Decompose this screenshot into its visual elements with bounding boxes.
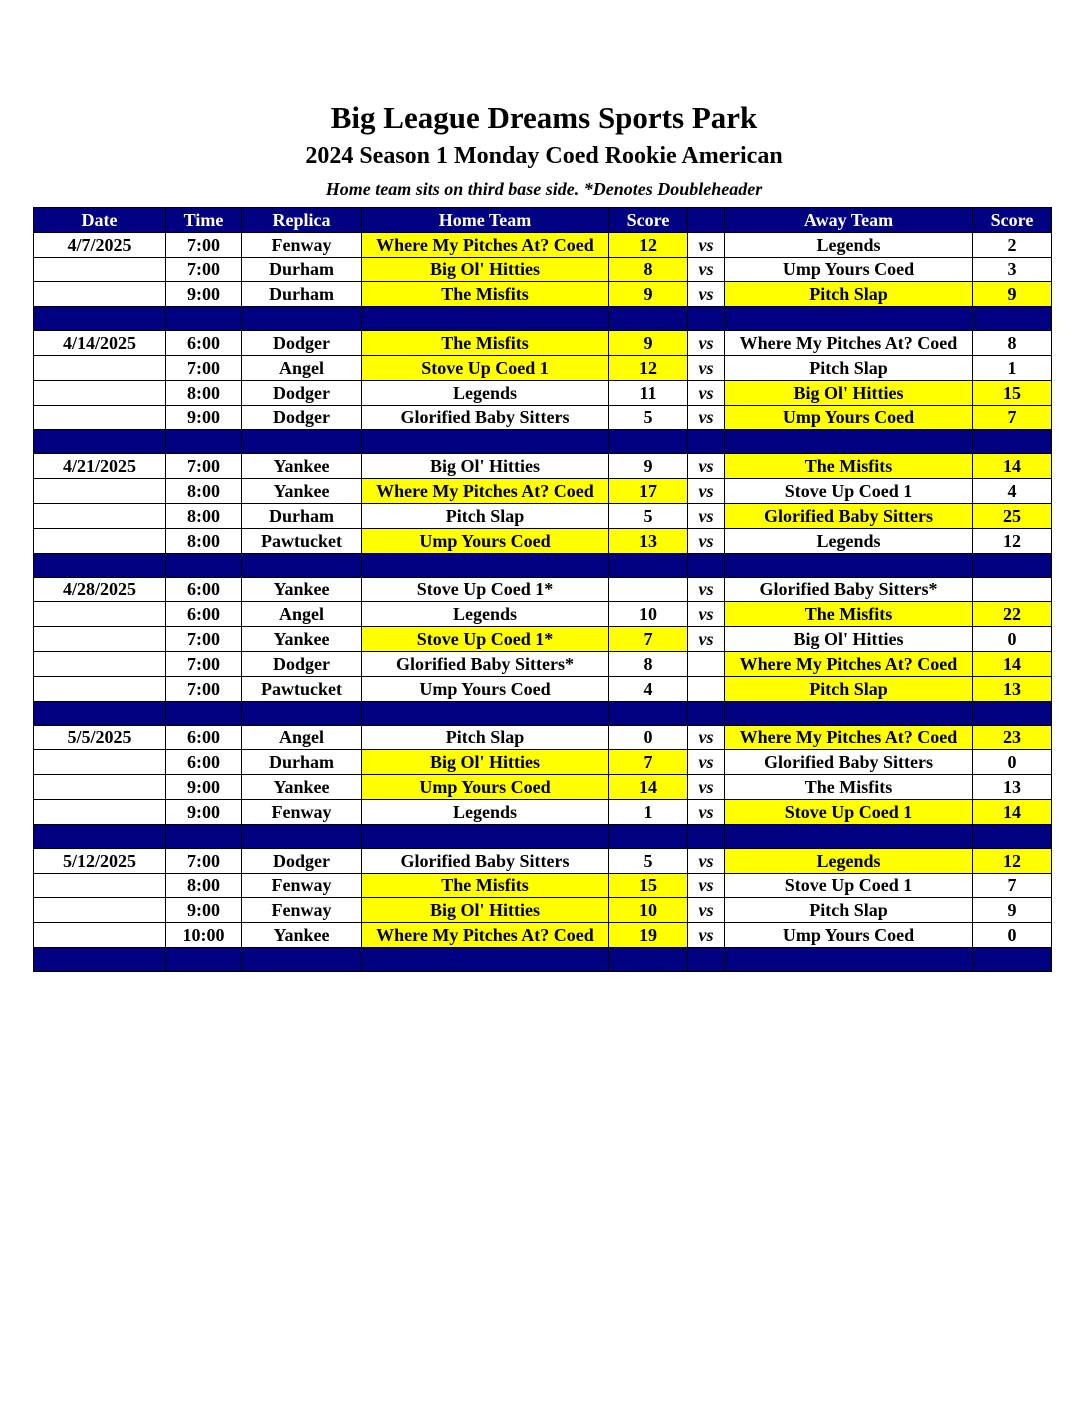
vs-cell: vs (688, 725, 725, 750)
separator-cell (166, 947, 242, 971)
time-cell: 7:00 (166, 355, 242, 380)
home-team-cell: The Misfits (362, 282, 609, 307)
home-score-cell: 12 (609, 355, 688, 380)
table-row (34, 232, 1052, 257)
home-team-cell: Big Ol' Hitties (362, 898, 609, 923)
away-score-cell: 12 (973, 848, 1052, 873)
replica-cell: Durham (242, 503, 362, 528)
schedule-table (33, 207, 1052, 972)
home-team-cell: Stove Up Coed 1* (362, 577, 609, 602)
date-cell: 4/14/2025 (34, 331, 166, 356)
date-cell: 4/7/2025 (34, 232, 166, 257)
away-team-cell: Glorified Baby Sitters (725, 503, 973, 528)
table-row (34, 380, 1052, 405)
replica-cell: Fenway (242, 898, 362, 923)
table-row (34, 257, 1052, 282)
home-score-cell: 17 (609, 479, 688, 504)
away-team-cell: Pitch Slap (725, 282, 973, 307)
table-row (34, 331, 1052, 356)
away-team-cell: Big Ol' Hitties (725, 380, 973, 405)
col-header-time: Time (166, 208, 242, 233)
table-row (34, 355, 1052, 380)
date-cell (34, 380, 166, 405)
home-team-cell: Big Ol' Hitties (362, 750, 609, 775)
separator-cell (166, 553, 242, 577)
separator-cell (688, 430, 725, 454)
date-cell (34, 405, 166, 430)
home-team-cell: Glorified Baby Sitters* (362, 651, 609, 676)
home-score-cell: 0 (609, 725, 688, 750)
separator-cell (609, 824, 688, 848)
away-score-cell: 3 (973, 257, 1052, 282)
time-cell: 7:00 (166, 627, 242, 652)
vs-cell (688, 651, 725, 676)
home-team-cell: Where My Pitches At? Coed (362, 923, 609, 948)
replica-cell: Fenway (242, 799, 362, 824)
separator-cell (725, 553, 973, 577)
away-score-cell: 25 (973, 503, 1052, 528)
replica-cell: Pawtucket (242, 528, 362, 553)
away-score-cell: 13 (973, 676, 1052, 701)
replica-cell: Fenway (242, 873, 362, 898)
separator-cell (973, 430, 1052, 454)
separator-cell (34, 307, 166, 331)
away-team-cell: Ump Yours Coed (725, 405, 973, 430)
vs-cell: vs (688, 257, 725, 282)
separator-cell (362, 824, 609, 848)
time-cell: 9:00 (166, 282, 242, 307)
vs-cell: vs (688, 232, 725, 257)
separator-cell (688, 553, 725, 577)
away-score-cell: 1 (973, 355, 1052, 380)
vs-cell: vs (688, 799, 725, 824)
table-row (34, 627, 1052, 652)
away-team-cell: The Misfits (725, 454, 973, 479)
vs-cell: vs (688, 405, 725, 430)
vs-cell: vs (688, 602, 725, 627)
vs-cell: vs (688, 775, 725, 800)
week-separator-row (34, 307, 1052, 331)
col-header-away-score: Score (973, 208, 1052, 233)
replica-cell: Yankee (242, 454, 362, 479)
replica-cell: Yankee (242, 775, 362, 800)
separator-cell (688, 824, 725, 848)
away-team-cell: Stove Up Coed 1 (725, 479, 973, 504)
vs-cell: vs (688, 380, 725, 405)
home-score-cell: 8 (609, 257, 688, 282)
separator-cell (725, 430, 973, 454)
away-score-cell: 13 (973, 775, 1052, 800)
away-score-cell (973, 577, 1052, 602)
time-cell: 6:00 (166, 331, 242, 356)
vs-cell: vs (688, 923, 725, 948)
away-team-cell: Where My Pitches At? Coed (725, 651, 973, 676)
time-cell: 8:00 (166, 380, 242, 405)
replica-cell: Yankee (242, 627, 362, 652)
away-team-cell: Stove Up Coed 1 (725, 873, 973, 898)
vs-cell: vs (688, 750, 725, 775)
time-cell: 8:00 (166, 503, 242, 528)
separator-cell (34, 701, 166, 725)
replica-cell: Dodger (242, 380, 362, 405)
replica-cell: Pawtucket (242, 676, 362, 701)
home-score-cell: 10 (609, 602, 688, 627)
table-row (34, 799, 1052, 824)
vs-cell: vs (688, 503, 725, 528)
week-separator-row (34, 824, 1052, 848)
date-cell (34, 898, 166, 923)
separator-cell (166, 701, 242, 725)
separator-cell (688, 307, 725, 331)
date-cell (34, 503, 166, 528)
separator-cell (973, 701, 1052, 725)
time-cell: 7:00 (166, 676, 242, 701)
separator-cell (725, 947, 973, 971)
vs-cell: vs (688, 848, 725, 873)
col-header-date: Date (34, 208, 166, 233)
replica-cell: Yankee (242, 923, 362, 948)
home-team-cell: Glorified Baby Sitters (362, 405, 609, 430)
separator-cell (362, 553, 609, 577)
home-team-cell: Big Ol' Hitties (362, 257, 609, 282)
page-title: Big League Dreams Sports Park (330, 100, 758, 135)
time-cell: 6:00 (166, 750, 242, 775)
separator-cell (725, 824, 973, 848)
time-cell: 9:00 (166, 898, 242, 923)
table-row (34, 750, 1052, 775)
time-cell: 7:00 (166, 454, 242, 479)
home-team-cell: Ump Yours Coed (362, 775, 609, 800)
time-cell: 8:00 (166, 479, 242, 504)
table-row (34, 577, 1052, 602)
away-team-cell: Pitch Slap (725, 676, 973, 701)
vs-cell: vs (688, 479, 725, 504)
separator-cell (34, 430, 166, 454)
date-cell (34, 775, 166, 800)
col-header-replica: Replica (242, 208, 362, 233)
week-separator-row (34, 430, 1052, 454)
table-row (34, 923, 1052, 948)
home-team-cell: Big Ol' Hitties (362, 454, 609, 479)
home-team-cell: Legends (362, 799, 609, 824)
col-header-away-team: Away Team (725, 208, 973, 233)
col-header-vs (688, 208, 725, 233)
time-cell: 7:00 (166, 848, 242, 873)
home-team-cell: The Misfits (362, 331, 609, 356)
end-separator-row (34, 947, 1052, 971)
home-score-cell (609, 577, 688, 602)
away-score-cell: 7 (973, 873, 1052, 898)
table-row (34, 405, 1052, 430)
away-team-cell: Legends (725, 848, 973, 873)
table-row (34, 651, 1052, 676)
time-cell: 6:00 (166, 725, 242, 750)
separator-cell (973, 824, 1052, 848)
table-row (34, 725, 1052, 750)
date-cell (34, 676, 166, 701)
col-header-home-score: Score (609, 208, 688, 233)
separator-cell (725, 307, 973, 331)
replica-cell: Yankee (242, 479, 362, 504)
home-score-cell: 7 (609, 627, 688, 652)
date-cell: 4/21/2025 (34, 454, 166, 479)
away-team-cell: Big Ol' Hitties (725, 627, 973, 652)
time-cell: 7:00 (166, 232, 242, 257)
time-cell: 6:00 (166, 602, 242, 627)
away-score-cell: 14 (973, 651, 1052, 676)
away-score-cell: 8 (973, 331, 1052, 356)
vs-cell: vs (688, 577, 725, 602)
time-cell: 9:00 (166, 405, 242, 430)
home-score-cell: 12 (609, 232, 688, 257)
separator-cell (242, 553, 362, 577)
date-cell: 4/28/2025 (34, 577, 166, 602)
home-score-cell: 5 (609, 848, 688, 873)
time-cell: 9:00 (166, 799, 242, 824)
separator-cell (609, 553, 688, 577)
separator-cell (362, 430, 609, 454)
replica-cell: Fenway (242, 232, 362, 257)
away-team-cell: Where My Pitches At? Coed (725, 725, 973, 750)
vs-cell: vs (688, 528, 725, 553)
vs-cell: vs (688, 355, 725, 380)
replica-cell: Angel (242, 602, 362, 627)
replica-cell: Durham (242, 282, 362, 307)
schedule-note: Home team sits on third base side. *Denotes Doubleheader (325, 179, 763, 199)
replica-cell: Dodger (242, 331, 362, 356)
week-separator-row (34, 553, 1052, 577)
home-score-cell: 9 (609, 454, 688, 479)
home-team-cell: Stove Up Coed 1 (362, 355, 609, 380)
away-team-cell: Pitch Slap (725, 355, 973, 380)
replica-cell: Dodger (242, 848, 362, 873)
separator-cell (242, 307, 362, 331)
separator-cell (34, 824, 166, 848)
away-team-cell: Ump Yours Coed (725, 923, 973, 948)
separator-cell (609, 307, 688, 331)
separator-cell (973, 307, 1052, 331)
time-cell: 10:00 (166, 923, 242, 948)
home-score-cell: 5 (609, 405, 688, 430)
replica-cell: Yankee (242, 577, 362, 602)
date-cell (34, 923, 166, 948)
vs-cell (688, 676, 725, 701)
separator-cell (34, 553, 166, 577)
separator-cell (609, 947, 688, 971)
vs-cell: vs (688, 454, 725, 479)
home-team-cell: Stove Up Coed 1* (362, 627, 609, 652)
vs-cell: vs (688, 873, 725, 898)
separator-cell (609, 430, 688, 454)
vs-cell: vs (688, 898, 725, 923)
week-separator-row (34, 701, 1052, 725)
time-cell: 7:00 (166, 651, 242, 676)
away-team-cell: The Misfits (725, 775, 973, 800)
home-team-cell: Legends (362, 602, 609, 627)
home-score-cell: 8 (609, 651, 688, 676)
separator-cell (166, 307, 242, 331)
separator-cell (242, 430, 362, 454)
home-score-cell: 11 (609, 380, 688, 405)
table-row (34, 602, 1052, 627)
replica-cell: Durham (242, 257, 362, 282)
separator-cell (242, 701, 362, 725)
home-score-cell: 1 (609, 799, 688, 824)
home-team-cell: Where My Pitches At? Coed (362, 232, 609, 257)
date-cell (34, 750, 166, 775)
league-subtitle: 2024 Season 1 Monday Coed Rookie American (305, 143, 783, 169)
time-cell: 8:00 (166, 528, 242, 553)
separator-cell (362, 947, 609, 971)
home-team-cell: Ump Yours Coed (362, 528, 609, 553)
away-team-cell: The Misfits (725, 602, 973, 627)
date-cell: 5/12/2025 (34, 848, 166, 873)
date-cell (34, 282, 166, 307)
away-score-cell: 12 (973, 528, 1052, 553)
away-score-cell: 9 (973, 282, 1052, 307)
schedule-body (34, 232, 1052, 971)
away-team-cell: Glorified Baby Sitters (725, 750, 973, 775)
away-score-cell: 2 (973, 232, 1052, 257)
away-score-cell: 14 (973, 454, 1052, 479)
col-header-home-team: Home Team (362, 208, 609, 233)
table-row (34, 528, 1052, 553)
separator-cell (973, 947, 1052, 971)
replica-cell: Angel (242, 725, 362, 750)
home-team-cell: Glorified Baby Sitters (362, 848, 609, 873)
separator-cell (34, 947, 166, 971)
separator-cell (362, 701, 609, 725)
date-cell (34, 355, 166, 380)
date-cell (34, 873, 166, 898)
home-team-cell: Pitch Slap (362, 503, 609, 528)
home-score-cell: 19 (609, 923, 688, 948)
home-score-cell: 15 (609, 873, 688, 898)
separator-cell (166, 824, 242, 848)
home-team-cell: Pitch Slap (362, 725, 609, 750)
away-score-cell: 15 (973, 380, 1052, 405)
away-team-cell: Pitch Slap (725, 898, 973, 923)
away-score-cell: 9 (973, 898, 1052, 923)
home-score-cell: 5 (609, 503, 688, 528)
table-row (34, 454, 1052, 479)
date-cell (34, 799, 166, 824)
separator-cell (242, 824, 362, 848)
separator-cell (688, 947, 725, 971)
replica-cell: Dodger (242, 651, 362, 676)
time-cell: 7:00 (166, 257, 242, 282)
date-cell (34, 257, 166, 282)
table-row (34, 503, 1052, 528)
away-team-cell: Ump Yours Coed (725, 257, 973, 282)
table-row (34, 775, 1052, 800)
date-cell (34, 602, 166, 627)
home-team-cell: Where My Pitches At? Coed (362, 479, 609, 504)
table-row (34, 848, 1052, 873)
vs-cell: vs (688, 282, 725, 307)
away-team-cell: Where My Pitches At? Coed (725, 331, 973, 356)
separator-cell (725, 701, 973, 725)
date-cell (34, 627, 166, 652)
time-cell: 6:00 (166, 577, 242, 602)
away-score-cell: 22 (973, 602, 1052, 627)
away-team-cell: Legends (725, 528, 973, 553)
away-score-cell: 14 (973, 799, 1052, 824)
separator-cell (242, 947, 362, 971)
home-score-cell: 4 (609, 676, 688, 701)
separator-cell (688, 701, 725, 725)
separator-cell (166, 430, 242, 454)
separator-cell (973, 553, 1052, 577)
time-cell: 9:00 (166, 775, 242, 800)
vs-cell: vs (688, 331, 725, 356)
vs-cell: vs (688, 627, 725, 652)
home-score-cell: 9 (609, 282, 688, 307)
table-row (34, 479, 1052, 504)
time-cell: 8:00 (166, 873, 242, 898)
separator-cell (362, 307, 609, 331)
home-score-cell: 14 (609, 775, 688, 800)
away-score-cell: 4 (973, 479, 1052, 504)
home-score-cell: 7 (609, 750, 688, 775)
away-team-cell: Stove Up Coed 1 (725, 799, 973, 824)
replica-cell: Durham (242, 750, 362, 775)
home-score-cell: 10 (609, 898, 688, 923)
date-cell (34, 651, 166, 676)
date-cell (34, 479, 166, 504)
away-team-cell: Legends (725, 232, 973, 257)
table-row (34, 676, 1052, 701)
replica-cell: Dodger (242, 405, 362, 430)
away-score-cell: 23 (973, 725, 1052, 750)
away-score-cell: 0 (973, 923, 1052, 948)
away-team-cell: Glorified Baby Sitters* (725, 577, 973, 602)
away-score-cell: 0 (973, 750, 1052, 775)
replica-cell: Angel (242, 355, 362, 380)
home-score-cell: 13 (609, 528, 688, 553)
separator-cell (609, 701, 688, 725)
table-header-row (34, 208, 1052, 233)
away-score-cell: 0 (973, 627, 1052, 652)
home-team-cell: Legends (362, 380, 609, 405)
home-team-cell: Ump Yours Coed (362, 676, 609, 701)
table-row (34, 873, 1052, 898)
table-row (34, 282, 1052, 307)
home-score-cell: 9 (609, 331, 688, 356)
date-cell (34, 528, 166, 553)
table-row (34, 898, 1052, 923)
away-score-cell: 7 (973, 405, 1052, 430)
home-team-cell: The Misfits (362, 873, 609, 898)
date-cell: 5/5/2025 (34, 725, 166, 750)
